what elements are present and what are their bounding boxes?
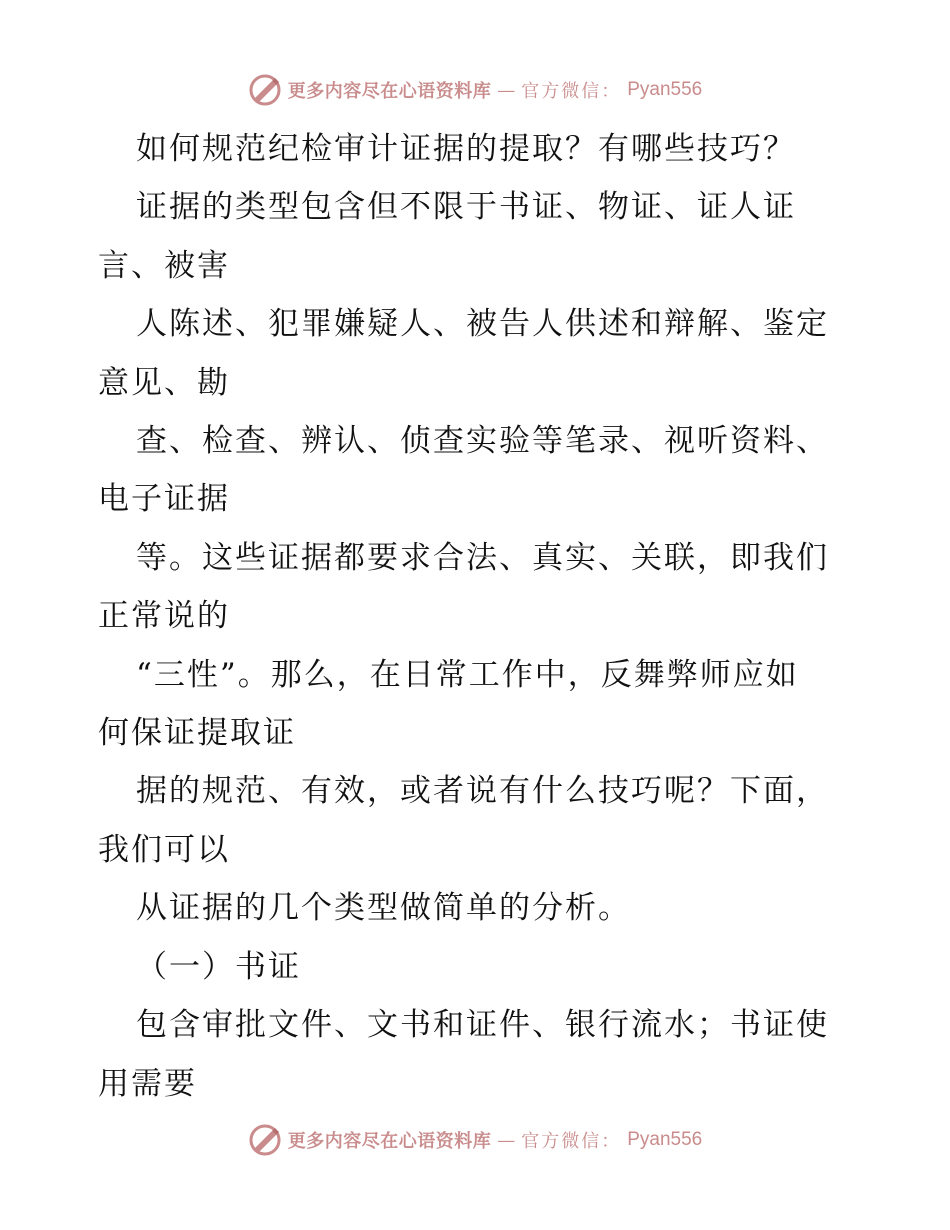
paragraph-line: 等。这些证据都要求合法、真实、关联，即我们 <box>136 539 829 576</box>
paragraph-line: “三性”。那么，在日常工作中，反舞弊师应如 <box>136 656 799 693</box>
paragraph-line: 意见、勘 <box>98 364 230 401</box>
header-watermark <box>0 70 950 110</box>
paragraph-line: 包含审批文件、文书和证件、银行流水；书证使 <box>136 1007 829 1044</box>
watermark-wechat-id: Pyan556 <box>627 1129 703 1150</box>
pen-logo-icon <box>248 1123 282 1157</box>
pen-logo-icon <box>248 73 282 107</box>
watermark-wechat-label: 官方微信： <box>521 1131 622 1152</box>
paragraph-line: 从证据的几个类型做简单的分析。 <box>136 890 631 927</box>
paragraph-line: 言、被害 <box>98 247 230 284</box>
watermark-separator: — <box>497 1129 516 1151</box>
footer-watermark <box>0 1120 950 1160</box>
paragraph-line: 何保证提取证 <box>98 715 296 752</box>
watermark-separator: — <box>497 79 516 101</box>
watermark-site-name: 更多内容尽在心语资料库 <box>287 81 492 102</box>
paragraph-line: 人陈述、犯罪嫌疑人、被告人供述和辩解、鉴定 <box>136 306 829 343</box>
paragraph-line: 我们可以 <box>98 831 230 868</box>
paragraph-line: 据的规范、有效，或者说有什么技巧呢？下面， <box>136 773 829 810</box>
watermark-wechat-id: Pyan556 <box>627 79 703 100</box>
section-heading: （一）书证 <box>136 948 301 985</box>
document-title-line: 如何规范纪检审计证据的提取？有哪些技巧？ <box>136 131 796 167</box>
paragraph-line: 证据的类型包含但不限于书证、物证、证人证 <box>136 189 796 226</box>
paragraph-line: 查、检查、辨认、侦查实验等笔录、视听资料、 <box>136 423 829 460</box>
paragraph-line: 电子证据 <box>98 481 230 518</box>
watermark-site-name: 更多内容尽在心语资料库 <box>287 1131 492 1152</box>
paragraph-line: 正常说的 <box>98 598 230 635</box>
watermark-wechat-label: 官方微信： <box>521 81 622 102</box>
document-body <box>98 120 858 1113</box>
paragraph-line: 用需要 <box>98 1065 197 1102</box>
